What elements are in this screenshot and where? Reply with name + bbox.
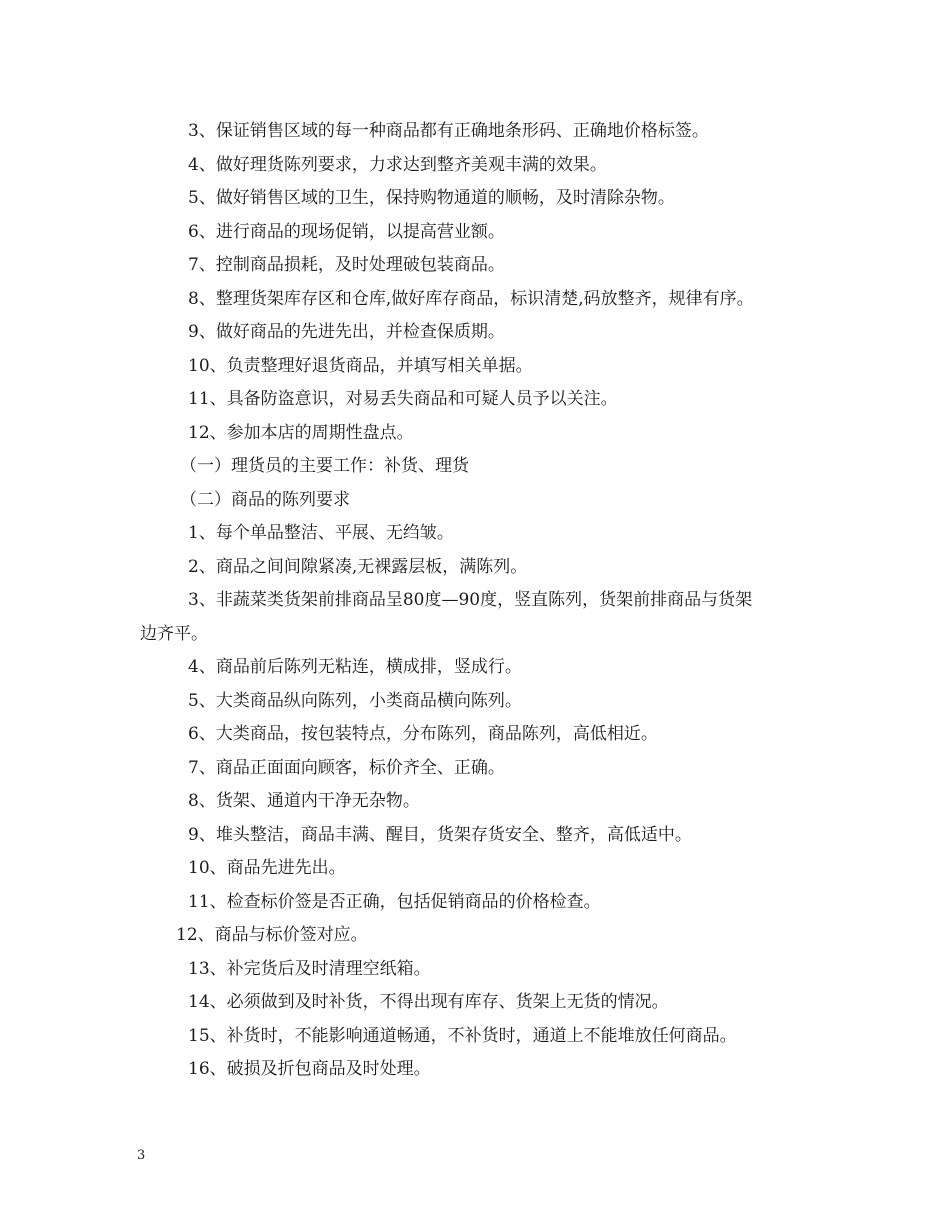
list-item: 12、参加本店的周期性盘点。 <box>188 422 414 443</box>
list-item: 15、补货时，不能影响通道畅通，不补货时，通道上不能堆放任何商品。 <box>188 1025 737 1046</box>
list-item: 13、补完货后及时清理空纸箱。 <box>188 958 431 979</box>
section-heading-main-work: （一）理货员的主要工作：补货、理货 <box>180 456 469 476</box>
list-item: 3、保证销售区域的每一种商品都有正确地条形码、正确地价格标签。 <box>188 121 709 141</box>
list-item: 11、检查标价签是否正确，包括促销商品的价格检查。 <box>188 891 601 912</box>
list-item: 6、大类商品，按包装特点，分布陈列，商品陈列，高低相近。 <box>188 724 658 744</box>
list-item: 11、具备防盗意识，对易丢失商品和可疑人员予以关注。 <box>188 389 618 409</box>
list-item: 7、商品正面面向顾客，标价齐全、正确。 <box>188 757 505 778</box>
list-item: 10、商品先进先出。 <box>188 858 346 878</box>
document-body <box>140 115 820 1087</box>
list-item: 12、商品与标价签对应。 <box>176 925 368 945</box>
list-item-wrapped-first: 3、非蔬菜类货架前排商品呈80度—90度，竖直陈列，货架前排商品与货架 <box>188 590 753 610</box>
list-item: 1、每个单品整洁、平展、无绉皱。 <box>188 523 454 543</box>
list-item: 5、大类商品纵向陈列，小类商品横向陈列。 <box>188 690 522 711</box>
list-item: 16、破损及折包商品及时处理。 <box>188 1059 431 1079</box>
list-item: 4、做好理货陈列要求，力求达到整齐美观丰满的效果。 <box>188 154 607 175</box>
list-item: 8、货架、通道内干净无杂物。 <box>188 791 420 811</box>
page-number: 3 <box>137 1148 146 1163</box>
list-item: 7、控制商品损耗，及时处理破包装商品。 <box>188 255 505 275</box>
list-item: 9、堆头整洁，商品丰满、醒目，货架存货安全、整齐，高低适中。 <box>188 824 692 845</box>
list-item-wrapped-continuation: 边齐平。 <box>140 623 208 644</box>
list-item: 8、整理货架库存区和仓库,做好库存商品，标识清楚,码放整齐，规律有序。 <box>188 288 754 309</box>
list-item: 14、必须做到及时补货，不得出现有库存、货架上无货的情况。 <box>188 992 669 1012</box>
section-heading-display-requirements: （二）商品的陈列要求 <box>180 489 350 510</box>
list-item: 5、做好销售区域的卫生，保持购物通道的顺畅，及时清除杂物。 <box>188 188 675 208</box>
list-item: 2、商品之间间隙紧凑,无裸露层板，满陈列。 <box>188 556 528 577</box>
list-item: 9、做好商品的先进先出，并检查保质期。 <box>188 322 505 342</box>
list-item: 10、负责整理好退货商品，并填写相关单据。 <box>188 355 533 376</box>
list-item: 4、商品前后陈列无粘连，横成排，竖成行。 <box>188 657 522 677</box>
list-item: 6、进行商品的现场促销，以提高营业额。 <box>188 221 505 242</box>
